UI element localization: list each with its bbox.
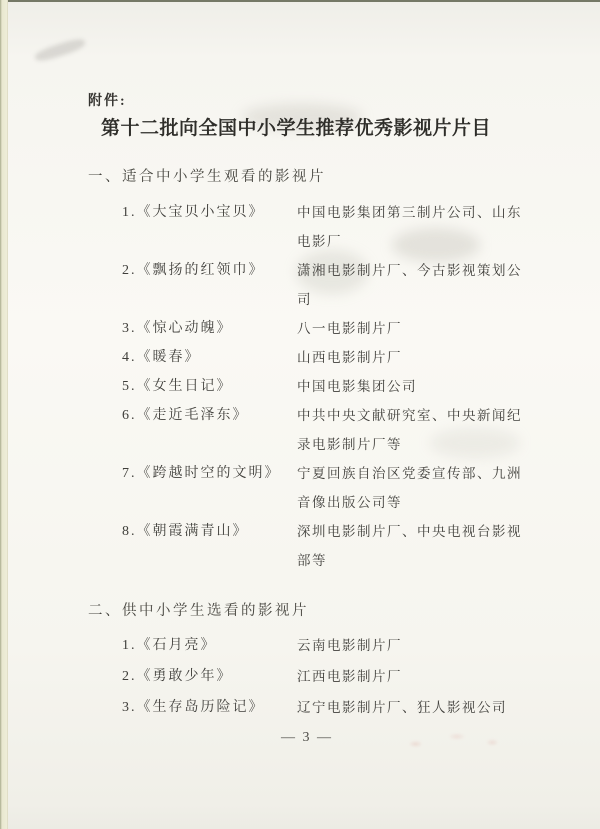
film-number: 8. — [122, 524, 137, 539]
film-title: 《走近毛泽东》 — [136, 408, 249, 423]
film-list-item — [88, 343, 566, 372]
film-studio: 宁夏回族自治区党委宣传部、九洲音像出版公司等 — [297, 466, 522, 510]
film-list-item — [88, 517, 566, 575]
film-studio: 辽宁电影制片厂、狂人影视公司 — [297, 700, 507, 715]
scan-left-edge-strip — [0, 0, 8, 829]
film-title: 《朝霞满青山》 — [136, 524, 249, 539]
film-list-item — [88, 630, 566, 661]
film-list-item — [88, 198, 566, 256]
attachment-label: 附件: — [88, 94, 127, 109]
scan-top-edge — [0, 0, 600, 2]
film-list-item — [88, 256, 566, 314]
film-list-item — [88, 314, 566, 343]
film-title: 《女生日记》 — [136, 379, 233, 394]
pencil-smudge — [33, 36, 86, 63]
film-title: 《石月亮》 — [136, 638, 217, 653]
film-number: 6. — [122, 408, 137, 423]
document-title: 第十二批向全国中小学生推荐优秀影视片片目 — [101, 118, 492, 139]
film-title: 《暖春》 — [136, 350, 201, 365]
film-title: 《跨越时空的文明》 — [136, 466, 281, 481]
film-title: 《飘扬的红领巾》 — [136, 263, 265, 278]
film-list-2 — [88, 630, 566, 723]
film-studio: 中国电影集团第三制片公司、山东电影厂 — [297, 205, 522, 249]
film-number: 3. — [122, 700, 137, 715]
film-list-item — [88, 401, 566, 459]
film-list-1 — [88, 198, 566, 575]
film-list-item — [88, 661, 566, 692]
film-studio: 中国电影集团公司 — [297, 379, 417, 394]
film-number: 2. — [122, 669, 137, 684]
film-studio: 山西电影制片厂 — [297, 350, 402, 365]
section-2-heading: 二、供中小学生选看的影视片 — [88, 603, 309, 619]
film-studio: 深圳电影制片厂、中央电视台影视部等 — [297, 524, 522, 568]
section-1 — [88, 166, 566, 575]
film-number: 2. — [122, 263, 137, 278]
film-title: 《惊心动魄》 — [136, 321, 233, 336]
section-2 — [88, 600, 566, 723]
film-list-item — [88, 459, 566, 517]
film-number: 5. — [122, 379, 137, 394]
page-number: — 3 — — [281, 730, 333, 745]
film-studio: 云南电影制片厂 — [297, 638, 402, 653]
film-title: 《勇敢少年》 — [136, 669, 233, 684]
film-studio: 中共中央文献研究室、中央新闻纪录电影制片厂等 — [297, 408, 522, 452]
film-number: 7. — [122, 466, 137, 481]
section-1-heading: 一、适合中小学生观看的影视片 — [88, 169, 326, 185]
film-studio: 八一电影制片厂 — [297, 321, 402, 336]
film-title: 《大宝贝小宝贝》 — [136, 205, 265, 220]
film-studio: 潇湘电影制片厂、今古影视策划公司 — [297, 263, 522, 307]
film-number: 4. — [122, 350, 137, 365]
film-title: 《生存岛历险记》 — [136, 700, 265, 715]
film-studio: 江西电影制片厂 — [297, 669, 402, 684]
film-number: 3. — [122, 321, 137, 336]
film-number: 1. — [122, 205, 137, 220]
film-list-item — [88, 692, 566, 723]
film-number: 1. — [122, 638, 137, 653]
film-list-item — [88, 372, 566, 401]
